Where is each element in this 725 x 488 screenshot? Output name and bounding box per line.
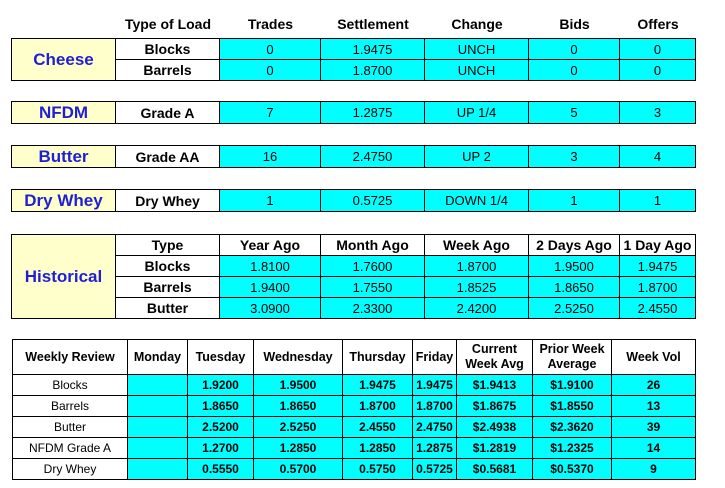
drywhey-table (11, 189, 696, 212)
historical-cell: 1.9400 (220, 277, 321, 298)
weekly-cell: 0.5700 (254, 459, 343, 480)
weekly-cell: 1.2850 (343, 438, 413, 459)
weekly-cell: 0.5750 (343, 459, 413, 480)
cheese-barrels-type: Barrels (116, 60, 220, 81)
cheese-blocks-trades: 0 (220, 39, 321, 60)
drywhey-type: Dry Whey (116, 190, 220, 212)
weekly-row-label: Blocks (13, 375, 128, 396)
historical-row-type: Barrels (116, 277, 220, 298)
weekly-cell: 14 (612, 438, 696, 459)
historical-cell: 1.8525 (425, 277, 529, 298)
nfdm-offers: 3 (620, 102, 696, 124)
weekly-cell: $1.2819 (457, 438, 533, 459)
weekly-header-week-vol: Week Vol (612, 340, 696, 375)
weekly-cell: 0.5725 (413, 459, 457, 480)
weekly-cell (128, 396, 188, 417)
weekly-cell: $1.9100 (533, 375, 612, 396)
historical-cell: 1.7550 (321, 277, 425, 298)
header-offers: Offers (637, 16, 679, 32)
table-row (13, 459, 696, 480)
weekly-row-label: Dry Whey (13, 459, 128, 480)
weekly-cell: 1.9475 (343, 375, 413, 396)
historical-cell: 1.8650 (529, 277, 620, 298)
historical-header-1-day-ago: 1 Day Ago (620, 235, 696, 256)
table-row (13, 438, 696, 459)
weekly-row-label: Butter (13, 417, 128, 438)
weekly-cell (128, 459, 188, 480)
weekly-cell: 0.5550 (188, 459, 254, 480)
drywhey-label: Dry Whey (12, 190, 116, 212)
butter-table (11, 145, 696, 168)
historical-cell: 1.9500 (529, 256, 620, 277)
weekly-cell: $1.8675 (457, 396, 533, 417)
nfdm-table (11, 101, 696, 124)
butter-bids: 3 (529, 146, 620, 168)
weekly-header-prior-week-average: Prior Week Average (533, 340, 612, 375)
weekly-cell: 2.5200 (188, 417, 254, 438)
historical-cell: 1.8700 (425, 256, 529, 277)
drywhey-change: DOWN 1/4 (425, 190, 529, 212)
column-header-row (12, 14, 696, 34)
butter-label: Butter (12, 146, 116, 168)
weekly-row-label: NFDM Grade A (13, 438, 128, 459)
table-row (13, 375, 696, 396)
cheese-blocks-type: Blocks (116, 39, 220, 60)
header-type-of-load: Type of Load (124, 16, 212, 32)
header-trades: Trades (247, 16, 294, 32)
nfdm-change: UP 1/4 (425, 102, 529, 124)
weekly-cell: 1.8700 (413, 396, 457, 417)
weekly-cell: $1.9413 (457, 375, 533, 396)
weekly-header-friday: Friday (413, 340, 457, 375)
weekly-cell: $2.4938 (457, 417, 533, 438)
nfdm-label: NFDM (12, 102, 116, 124)
butter-change: UP 2 (425, 146, 529, 168)
weekly-header-current-week-avg: Current Week Avg (457, 340, 533, 375)
cheese-blocks-change: UNCH (425, 39, 529, 60)
nfdm-bids: 5 (529, 102, 620, 124)
weekly-cell: $1.2325 (533, 438, 612, 459)
weekly-cell: 2.4750 (413, 417, 457, 438)
weekly-cell: 1.9500 (254, 375, 343, 396)
weekly-cell: $0.5370 (533, 459, 612, 480)
cheese-blocks-bids: 0 (529, 39, 620, 60)
historical-header-2-days-ago: 2 Days Ago (529, 235, 620, 256)
butter-type: Grade AA (116, 146, 220, 168)
historical-header-type: Type (116, 235, 220, 256)
weekly-cell: 1.2700 (188, 438, 254, 459)
historical-cell: 2.4550 (620, 298, 696, 319)
historical-table (11, 234, 696, 319)
header-bids: Bids (559, 16, 590, 32)
historical-cell: 1.9475 (620, 256, 696, 277)
nfdm-trades: 7 (220, 102, 321, 124)
weekly-cell: $1.8550 (533, 396, 612, 417)
drywhey-offers: 1 (620, 190, 696, 212)
weekly-row-label: Barrels (13, 396, 128, 417)
historical-label: Historical (12, 235, 116, 319)
cheese-table (11, 38, 696, 81)
cheese-blocks-settlement: 1.9475 (321, 39, 425, 60)
butter-settlement: 2.4750 (321, 146, 425, 168)
weekly-header-weekly-review: Weekly Review (13, 340, 128, 375)
historical-cell: 2.3300 (321, 298, 425, 319)
cheese-barrels-offers: 0 (620, 60, 696, 81)
historical-cell: 2.5250 (529, 298, 620, 319)
historical-row-type: Butter (116, 298, 220, 319)
weekly-cell (128, 438, 188, 459)
weekly-cell (128, 375, 188, 396)
weekly-cell: $2.3620 (533, 417, 612, 438)
table-row (13, 417, 696, 438)
butter-trades: 16 (220, 146, 321, 168)
drywhey-settlement: 0.5725 (321, 190, 425, 212)
historical-header-month-ago: Month Ago (321, 235, 425, 256)
historical-cell: 1.7600 (321, 256, 425, 277)
header-settlement: Settlement (337, 16, 409, 32)
weekly-cell: 2.5250 (254, 417, 343, 438)
header-change: Change (451, 16, 503, 32)
historical-cell: 3.0900 (220, 298, 321, 319)
weekly-cell: 1.2850 (254, 438, 343, 459)
weekly-cell: 1.8650 (254, 396, 343, 417)
weekly-cell: 13 (612, 396, 696, 417)
weekly-cell (128, 417, 188, 438)
historical-header-week-ago: Week Ago (425, 235, 529, 256)
weekly-cell: 1.9475 (413, 375, 457, 396)
weekly-cell: $0.5681 (457, 459, 533, 480)
table-row (13, 396, 696, 417)
cheese-blocks-offers: 0 (620, 39, 696, 60)
drywhey-trades: 1 (220, 190, 321, 212)
weekly-header-tuesday: Tuesday (188, 340, 254, 375)
historical-header-year-ago: Year Ago (220, 235, 321, 256)
cheese-barrels-settlement: 1.8700 (321, 60, 425, 81)
drywhey-bids: 1 (529, 190, 620, 212)
weekly-cell: 1.8700 (343, 396, 413, 417)
weekly-header-thursday: Thursday (343, 340, 413, 375)
weekly-cell: 9 (612, 459, 696, 480)
weekly-cell: 26 (612, 375, 696, 396)
cheese-barrels-change: UNCH (425, 60, 529, 81)
cheese-label: Cheese (12, 39, 116, 81)
weekly-cell: 39 (612, 417, 696, 438)
cheese-barrels-bids: 0 (529, 60, 620, 81)
weekly-cell: 2.4550 (343, 417, 413, 438)
weekly-header-wednesday: Wednesday (254, 340, 343, 375)
weekly-cell: 1.2875 (413, 438, 457, 459)
historical-cell: 1.8700 (620, 277, 696, 298)
nfdm-settlement: 1.2875 (321, 102, 425, 124)
butter-offers: 4 (620, 146, 696, 168)
nfdm-type: Grade A (116, 102, 220, 124)
cheese-barrels-trades: 0 (220, 60, 321, 81)
historical-cell: 1.8100 (220, 256, 321, 277)
historical-cell: 2.4200 (425, 298, 529, 319)
weekly-cell: 1.8650 (188, 396, 254, 417)
weekly-cell: 1.9200 (188, 375, 254, 396)
historical-row-type: Blocks (116, 256, 220, 277)
weekly-review-table (12, 339, 696, 480)
weekly-header-monday: Monday (128, 340, 188, 375)
